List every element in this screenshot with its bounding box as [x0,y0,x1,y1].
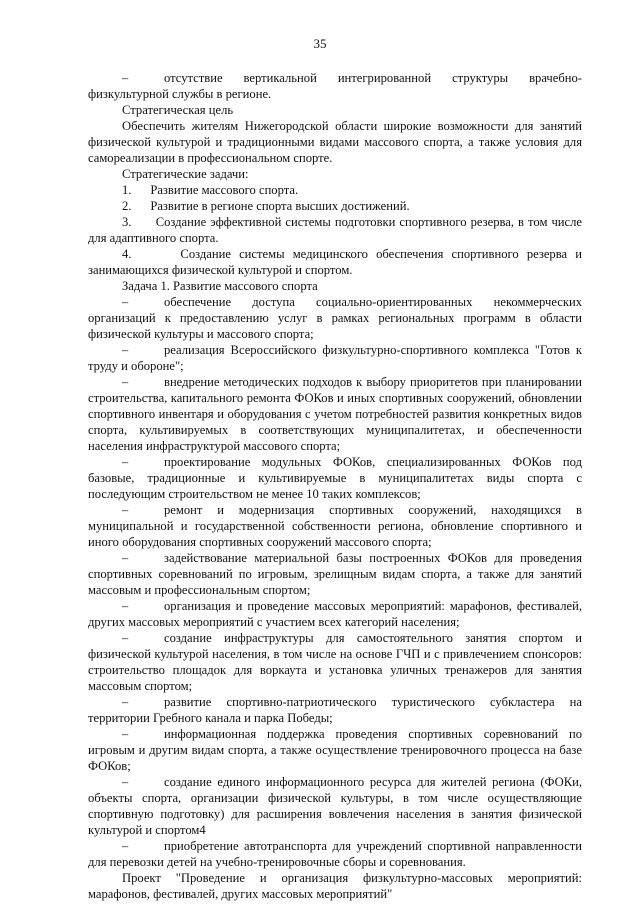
paragraph-text: отсутствие вертикальной интегрированной структуры врачебно-физкультурной службы в регионе. [88,71,582,101]
dash-marker: – [122,727,129,741]
paragraph-text: обеспечение доступа социально-ориентированных некоммерческих организаций к предоставлению услуг в рамках региональных программ в области физической культуры и массового спорта; [88,295,582,341]
dash-marker: – [122,455,129,469]
dash-marker: – [122,695,129,709]
paragraph-text: создание инфраструктуры для самостоятельного занятия спортом и физической культурой населения, в том числе на основе ГЧП и с привлечением спонсоров: строительство площадок для воркаута и установка уличных тренажеров для занятия массовым спортом; [88,631,582,693]
paragraph-text: 2. Развитие в регионе спорта высших достижений. [122,199,410,213]
dash-marker: – [122,551,129,565]
paragraph-text: 3. Создание эффективной системы подготовки спортивного резерва, в том числе для адаптивного спорта. [88,215,582,245]
paragraph-text: 1. Развитие массового спорта. [122,183,299,197]
dash-marker: – [122,343,129,357]
list-item [88,342,582,374]
list-item [88,502,582,550]
dash-marker: – [122,775,129,789]
paragraph [88,166,582,182]
paragraph-text: организация и проведение массовых мероприятий: марафонов, фестивалей, других массовых мероприятий с участием всех категорий населения; [88,599,582,629]
list-item [88,726,582,774]
paragraph-text: Стратегическая цель [122,103,234,117]
paragraph-text: информационная поддержка проведения спортивных соревнований по игровым и другим видам спорта, а также осуществление тренировочного процесса на базе ФОКов; [88,727,582,773]
paragraph [88,214,582,246]
list-item [88,550,582,598]
paragraph-text: развитие спортивно-патриотического туристического субкластера на территории Гребного канала и парка Победы; [88,695,582,725]
dash-marker: – [122,839,129,853]
document-body [88,70,582,902]
dash-marker: – [122,295,129,309]
list-item [88,374,582,454]
paragraph [88,102,582,118]
list-item [88,70,582,102]
paragraph-text: Стратегические задачи: [122,167,249,181]
paragraph-text: реализация Всероссийского физкультурно-спортивного комплекса "Готов к труду и обороне"; [88,343,582,373]
paragraph [88,198,582,214]
paragraph-text: проектирование модульных ФОКов, специализированных ФОКов под базовые, традиционные и культивируемые в муниципалитетах виды спорта с последующим строительством не менее 10 таких комплексов; [88,455,582,501]
dash-marker: – [122,599,129,613]
list-item [88,294,582,342]
paragraph-text: Задача 1. Развитие массового спорта [122,279,318,293]
page-number: 35 [313,36,327,51]
dash-marker: – [122,375,129,389]
paragraph-text: создание единого информационного ресурса для жителей региона (ФОКи, объекты спорта, организации физической культуры, в том числе осуществляющие спортивную подготовку) для расширения вовлечения населения в занятия физической культурой и спортом4 [88,775,582,837]
list-item [88,598,582,630]
dash-marker: – [122,71,129,85]
dash-marker: – [122,631,129,645]
paragraph [88,278,582,294]
paragraph-text: задействование материальной базы построенных ФОКов для проведения спортивных соревнований по игровым, зрелищным видам спорта, а также для занятий массовым и профессиональным спортом; [88,551,582,597]
list-item [88,694,582,726]
list-item [88,454,582,502]
paragraph-text: внедрение методических подходов к выбору приоритетов при планировании строительства, капитального ремонта ФОКов и иных спортивных сооружений, обновлении спортивного инвентаря и оборудования с учетом потребностей развития конкретных видов спорта, культивируемых в соответствующих муниципалитетах, и обеспеченности населения инфраструктурой массового спорта; [88,375,582,453]
paragraph [88,246,582,278]
paragraph-text: ремонт и модернизация спортивных сооружений, находящихся в муниципальной и государственной собственности региона, обновление спортивного и иного оборудования спортивных сооружений массового спорта; [88,503,582,549]
list-item [88,838,582,870]
paragraph [88,870,582,902]
paragraph-text: 4. Создание системы медицинского обеспечения спортивного резерва и занимающихся физической культурой и спортом. [88,247,582,277]
paragraph [88,182,582,198]
paragraph [88,118,582,166]
paragraph-text: Обеспечить жителям Нижегородской области широкие возможности для занятий физической культурой и традиционными видами массового спорта, а также условия для самореализации в профессиональном спорте. [88,119,582,165]
paragraph-text: приобретение автотранспорта для учреждений спортивной направленности для перевозки детей на учебно-тренировочные сборы и соревнования. [88,839,582,869]
paragraph-text: Проект "Проведение и организация физкультурно-массовых мероприятий: марафонов, фестивалей, других массовых мероприятий" [88,871,582,901]
list-item [88,630,582,694]
list-item [88,774,582,838]
dash-marker: – [122,503,129,517]
